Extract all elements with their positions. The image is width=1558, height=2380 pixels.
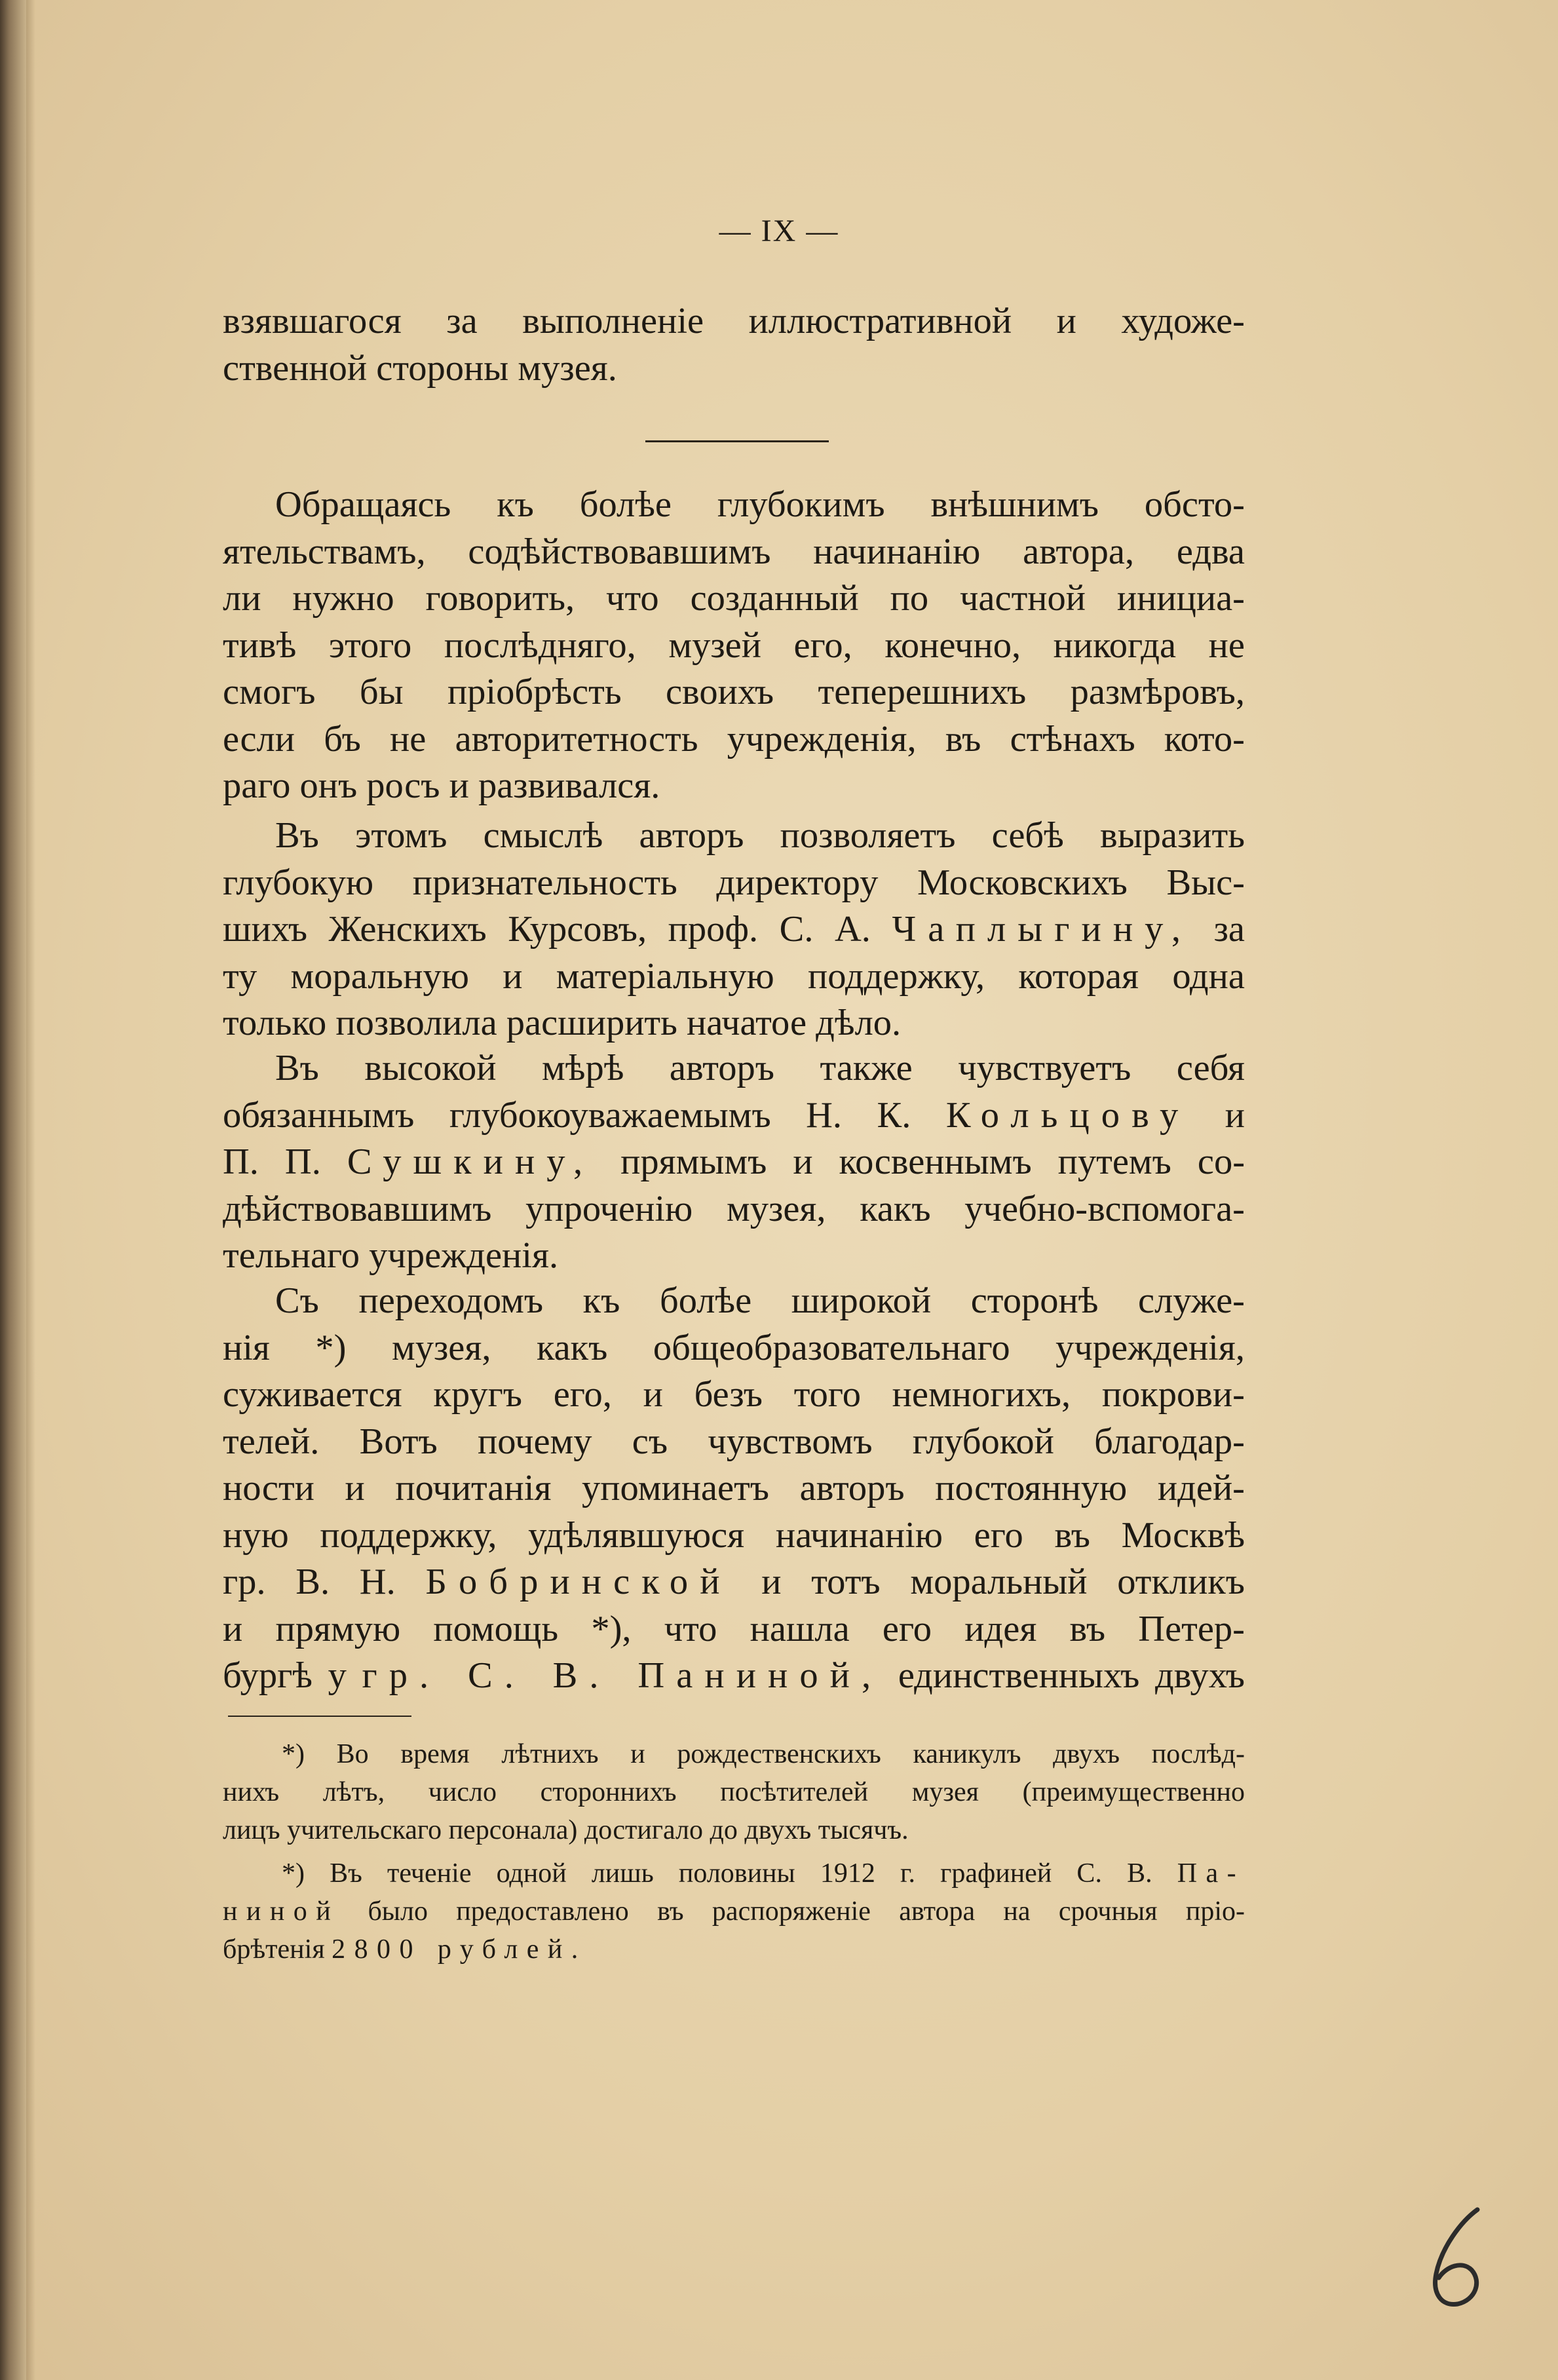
intro-text — [223, 298, 1245, 392]
text-fragment: брѣтенія — [223, 1934, 325, 1965]
footnote-1 — [223, 1735, 1245, 1849]
text-fragment: *) Въ теченіе одной лишь половины 1912 г. графиней С. В. — [282, 1858, 1152, 1889]
text-fragment: П. П. — [223, 1142, 321, 1182]
text-line: тивѣ этого послѣдняго, музей его, конечно, никогда не — [223, 624, 1245, 666]
text-line — [223, 1092, 1245, 1140]
text-line: ную поддержку, удѣлявшуюся начинанію его въ Москвѣ — [223, 1514, 1245, 1556]
text-line: ности и почитанія упоминаетъ авторъ постоянную идей- — [223, 1468, 1245, 1508]
text-line: раго онъ росъ и развивался. — [223, 765, 660, 806]
footnote-line: лицъ учительскаго персонала) достигало до двухъ тысячъ. — [223, 1815, 909, 1845]
person-name: Па- — [1177, 1858, 1245, 1889]
text-line: Въ высокой мѣрѣ авторъ также чувствуетъ себя — [275, 1048, 1245, 1088]
text-line: Въ этомъ смыслѣ авторъ позволяетъ себѣ выразить — [275, 815, 1245, 856]
text-line: только позволила расширить начатое дѣло. — [223, 1003, 902, 1043]
amount: 2800 рублей. — [332, 1934, 587, 1965]
footnote-line — [223, 1930, 1245, 1968]
text-fragment: единственныхъ двухъ — [898, 1655, 1245, 1696]
text-line: Обращаясь къ болѣе глубокимъ внѣшнимъ обсто- — [275, 484, 1245, 525]
text-fragment: и — [1225, 1094, 1245, 1136]
section-divider — [645, 440, 829, 442]
text-fragment: шихъ Женскихъ Курсовъ, проф. С. А. — [223, 909, 871, 950]
text-line: ятельствамъ, содѣйствовавшимъ начинанію автора, едва — [223, 531, 1245, 572]
spine-crease — [26, 0, 35, 2380]
text-line: глубокую признательность директору Московскихъ Выс- — [223, 862, 1245, 903]
text-line: телей. Вотъ почему съ чувствомъ глубокой благодар- — [223, 1421, 1245, 1462]
text-fragment: обязаннымъ глубокоуважаемымъ Н. К. — [223, 1094, 911, 1136]
text-line: смогъ бы пріобрѣсть своихъ теперешнихъ размѣровъ, — [223, 672, 1245, 712]
text-line: ственной стороны музея. — [223, 347, 617, 389]
footnote-line: нихъ лѣтъ, число стороннихъ посѣтителей музея (преимущественно — [223, 1777, 1245, 1807]
person-name: ниной — [223, 1896, 340, 1927]
person-name: Сушкину, — [347, 1142, 595, 1182]
paragraph-3 — [223, 1045, 1245, 1280]
paragraph-2 — [223, 813, 1245, 1047]
text-line: дѣйствовавшимъ упроченію музея, какъ учебно-вспомога- — [223, 1188, 1245, 1229]
text-line — [223, 1559, 1245, 1606]
text-line: ли нужно говорить, что созданный по частной инициа- — [223, 578, 1245, 619]
text-line: суживается кругъ его, и безъ того немногихъ, покрови- — [223, 1374, 1245, 1415]
footnote-divider — [228, 1716, 411, 1717]
text-line: нія *) музея, какъ общеобразовательнаго учрежденія, — [223, 1327, 1245, 1368]
text-fragment: прямымъ и косвеннымъ путемъ со- — [620, 1142, 1245, 1182]
footnote-line: *) Во время лѣтнихъ и рождественскихъ каникулъ двухъ послѣд- — [282, 1739, 1245, 1769]
text-line — [223, 1653, 1245, 1700]
paragraph-1 — [223, 482, 1245, 810]
book-spine — [0, 0, 26, 2380]
text-line: и прямую помощь *), что нашла его идея въ Петер- — [223, 1608, 1245, 1649]
person-name: Бобринской — [425, 1562, 732, 1602]
person-name: гр. С. В. Паниной, — [362, 1655, 883, 1696]
text-line: ту моральную и матеріальную поддержку, которая одна — [223, 955, 1245, 997]
text-fragment: за — [1213, 909, 1245, 950]
person-name: Чаплыгину, — [892, 909, 1193, 950]
footnote-2 — [223, 1854, 1245, 1968]
handwritten-page-mark — [1415, 2202, 1507, 2313]
text-fragment: гр. В. Н. — [223, 1562, 396, 1602]
person-name: Кольцову — [945, 1094, 1190, 1136]
text-line: взявшагося за выполненіе иллюстративной и художе- — [223, 301, 1245, 341]
footnote-line — [223, 1892, 1245, 1930]
text-fragment: бургѣ у — [223, 1655, 347, 1696]
text-line: тельнаго учрежденія. — [223, 1235, 559, 1276]
text-line — [223, 1139, 1245, 1186]
text-line: Съ переходомъ къ болѣе широкой сторонѣ служе- — [275, 1280, 1245, 1321]
text-line: если бъ не авторитетность учрежденія, въ стѣнахъ кото- — [223, 718, 1245, 759]
text-line — [223, 906, 1245, 953]
text-fragment: и тотъ моральный откликъ — [761, 1562, 1245, 1602]
paragraph-4 — [223, 1278, 1245, 1700]
text-fragment: было предоставлено въ распоряженіе автора на срочныя пріо- — [368, 1896, 1245, 1927]
page-number: — IX — — [719, 214, 839, 248]
footnote-line — [223, 1854, 1245, 1892]
